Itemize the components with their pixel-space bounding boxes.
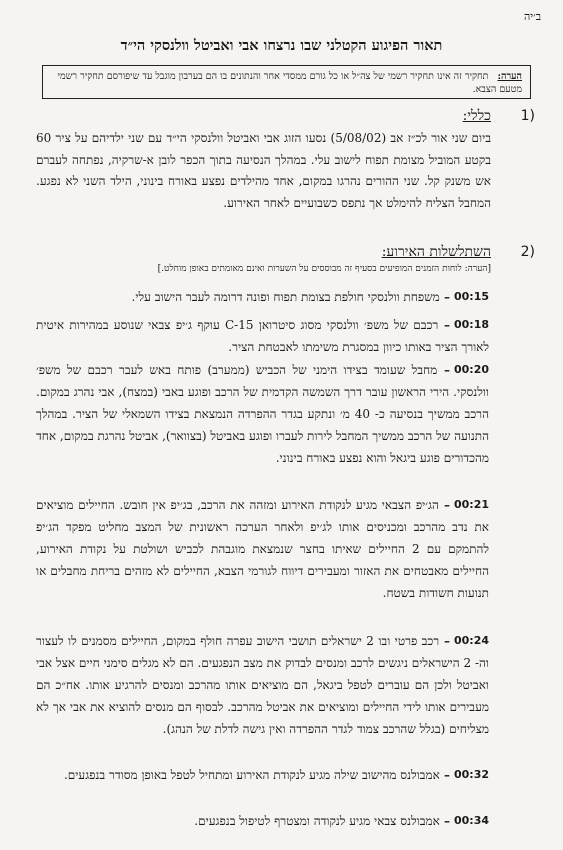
timeline-text: רכב פרטי ובו 2 ישראלים תושבי הישוב עפרה חולף במקום, החיילים מסמנים לו לעצור וה- 2 הישראלים ניגשים לרכב ומנסים לבדוק את מצב הנפגעים. הם לא מגלים סימני חיים אצל אבי ואביטל ולכן הם עוברים לטפל ביגאל, הם מוציאים אותו מהרכב ומנסים להרגיע אותו. אח״כ הם מעבירים אותו לידי החיילים ומוציאים את אביטל מהרכב. לבסוף הם מנסים להוציא את אבי אך לא מצליחים (בגלל שהרכב צמוד לגדר ההפרדה ואין גישה לדלת של הנהג). — [36, 634, 489, 736]
timeline-entry — [36, 494, 489, 604]
section-2-note: [הערה: לוחות הזמנים המופיעים בסעיף זה מבוססים על השערות ואינם מאומתים באופן מוחלט.] — [157, 264, 491, 274]
disclaimer-text: תחקיר זה אינו תחקיר רשמי של צה״ל או כל גורם ממסדי אחר והנתונים בו הם בערבון מוגבל עד שיפורסם תחקיר רשמי מטעם הצבא. — [57, 71, 522, 95]
timeline-entry — [36, 630, 489, 740]
disclaimer-label: הערה: — [497, 71, 522, 82]
section-1-heading: כללי: — [462, 108, 491, 124]
timeline-text: אמבולנס מהישוב שילה מגיע לנקודת האירוע ומתחיל לטפל באופן מסודר בנפגעים. — [63, 768, 440, 782]
section-1-body: ביום שני אור לכ״ז אב (5/08/02) נסעו הזוג אבי ואביטל וולנסקי הי״ד עם שני ילדיהם על ציר 60 בקטע המוביל מצומת תפוח לישוב עלי. במהלך הנסיעה בתוך הכפר לובן א-שרקיה, נפתחה לעברם אש משנק קל. שני ההורים נהרגו במקום, אחד מהילדים נפצע באורח בינוני, הילד השני לא נפגע. המחבל הצליח להימלט אך נתפס כשבועיים לאחר האירוע. — [36, 131, 491, 210]
timeline-text: מחבל שעומד בצידו הימני של הכביש (ממערב) פותח באש לעבר רכבם של משפ׳ וולנסקי. הירי הראשון עובר דרך השמשה הקדמית של הרכב ופוגע באבי (במצח), אבי נהרג במקום. הרכב ממשיך בנסיעה כ- 40 מ׳ ונתקע בגדר ההפרדה הנמצאת בצידו השמאלי של הציר. במהלך התנועה של הרכב ממשיך המחבל לירות לעברו ופוגע באביטל (בצוואר), אביטל נהרגת במקום, אחד מהכדורים פוגע ביגאל והוא נפצע באורח בינוני. — [36, 363, 489, 465]
timeline-time: 00:32 — [453, 768, 489, 781]
timeline-dash: – — [438, 318, 450, 332]
document-title: תאור הפיגוע הקטלני שבו נרצחו אבי ואביטל וולנסקי הי״ד — [120, 37, 443, 54]
timeline-text: משפחת וולנסקי חולפת בצומת תפוח ופונה דרומה לעבר הישוב עלי. — [131, 290, 440, 304]
timeline-dash: – — [437, 363, 450, 377]
timeline-dash: – — [439, 290, 450, 304]
timeline-time: 00:15 — [453, 290, 489, 303]
timeline-dash: – — [439, 634, 450, 648]
timeline-text: אמבולנס צבאי מגיע לנקודה ומצטרף לטיפול בנפגעים. — [194, 814, 440, 828]
timeline-dash: – — [438, 498, 450, 512]
timeline-dash: – — [439, 814, 450, 828]
timeline-entry — [36, 286, 489, 308]
timeline-entry — [36, 314, 489, 358]
section-1-number: 1) — [520, 108, 535, 124]
section-2-heading: השתלשלות האירוע: — [381, 244, 491, 260]
section-2-number: 2) — [520, 244, 535, 260]
timeline-entry — [36, 359, 489, 469]
disclaimer-box — [42, 65, 531, 99]
timeline-time: 00:18 — [453, 318, 489, 331]
timeline-time: 00:34 — [453, 814, 489, 827]
timeline-dash: – — [439, 768, 450, 782]
timeline-entry — [36, 764, 489, 786]
timeline-time: 00:24 — [453, 634, 489, 647]
timeline-time: 00:21 — [453, 498, 489, 511]
timeline-text: הג׳יפ הצבאי מגיע לנקודת האירוע ומזהה את הרכב, בג׳יפ אין חובש. החיילים מוציאים את נדב מהרכב ומכניסים אותו לג׳יפ ולאחר הערכה ראשונית של המצב מחליט מפקד הג׳יפ להתמקם עם 2 החיילים שאיתו בחצר שנמצאת מוגבהת לכביש ושולטת על נקודת האירוע, החיילים מאבטחים את האזור ומעבירים דיווח לגורמי הצבא, החיילים לא מזהים בריחת מחבלים או תנועות חשודות בשטח. — [36, 498, 490, 600]
page-mark: ב׳יה — [523, 10, 541, 23]
timeline-text: רכבם של משפ׳ וולנסקי מסוג סיטרואן C-15 עוקף ג׳יפ צבאי שנוסע במהירות איטית לאורך הציר באותו כיוון במסגרת משימתו לאבטחת הציר. — [36, 318, 489, 354]
timeline-entry — [36, 810, 489, 832]
timeline-time: 00:20 — [453, 363, 489, 376]
